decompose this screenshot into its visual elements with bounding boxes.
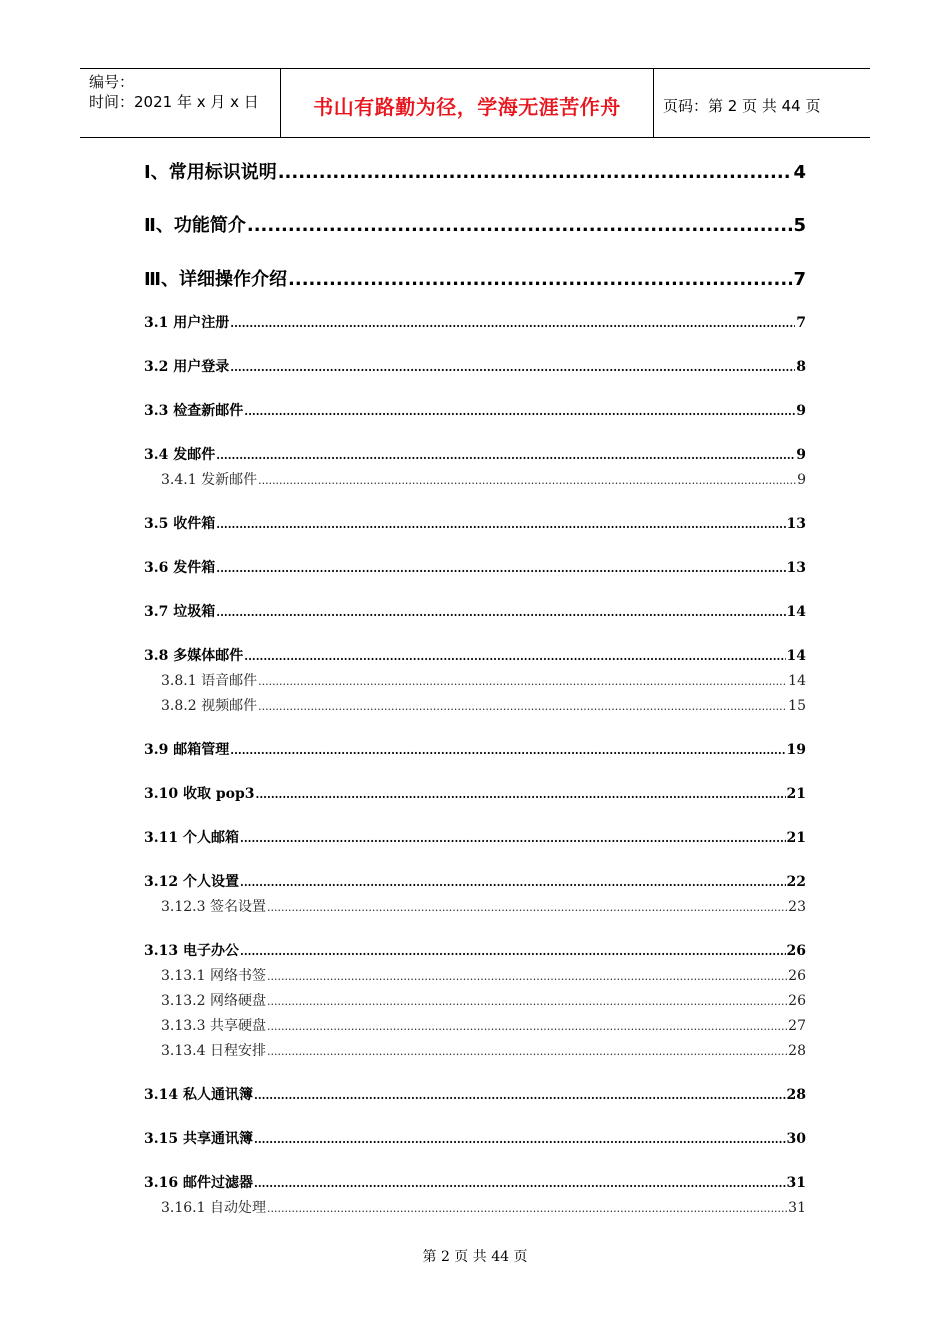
toc-label: 3.8.1 语音邮件 [161, 673, 258, 689]
toc-page: 28 [786, 1087, 806, 1103]
toc-label: 3.5 收件箱 [144, 516, 216, 532]
toc-page: 14 [788, 673, 806, 689]
toc-entry[interactable] [144, 940, 806, 960]
toc-label: Ⅲ、详细操作介绍 [144, 269, 288, 290]
toc-entry[interactable] [144, 513, 806, 533]
toc-label: 3.13.1 网络书签 [161, 968, 266, 984]
toc-label: 3.3 检查新邮件 [144, 403, 244, 419]
toc-entry[interactable] [144, 211, 806, 237]
toc-leader [230, 317, 795, 330]
toc-leader [267, 995, 787, 1008]
toc-entry[interactable] [161, 896, 806, 916]
toc-label: 3.2 用户登录 [144, 359, 230, 375]
toc-leader [254, 1133, 786, 1146]
toc-leader [254, 1089, 786, 1102]
toc-leader [267, 970, 787, 983]
toc-page: 28 [788, 1043, 806, 1059]
toc-label: 3.11 个人邮箱 [144, 830, 239, 846]
toc-leader [278, 162, 793, 183]
toc-leader [254, 1177, 786, 1190]
toc-label: 3.9 邮箱管理 [144, 742, 230, 758]
toc-entry[interactable] [144, 444, 806, 464]
toc-label: 3.13.3 共享硬盘 [161, 1018, 266, 1034]
toc-leader [216, 562, 785, 575]
toc-page: 14 [786, 604, 806, 620]
toc-label: 3.13.2 网络硬盘 [161, 993, 266, 1009]
toc-page: 19 [786, 742, 806, 758]
page-footer: 第 2 页 共 44 页 [422, 1249, 528, 1265]
toc-label: 3.10 收取 pop3 [144, 786, 255, 802]
toc-entry[interactable] [144, 356, 806, 376]
toc-page: 21 [786, 830, 806, 846]
toc-label: 3.7 垃圾箱 [144, 604, 216, 620]
toc-entry[interactable] [144, 557, 806, 577]
time-label: 时间：2021 年 x 月 x 日 [89, 93, 259, 111]
toc-leader [216, 449, 795, 462]
toc-leader [267, 1202, 787, 1215]
toc-entry[interactable] [161, 469, 806, 489]
toc-leader [256, 788, 786, 801]
toc-page: 22 [786, 874, 806, 890]
toc-entry[interactable] [144, 400, 806, 420]
toc-page: 7 [793, 269, 806, 290]
toc-leader [240, 832, 786, 845]
toc-page: 15 [788, 698, 806, 714]
toc-page: 30 [786, 1131, 806, 1147]
toc-entry[interactable] [144, 1084, 806, 1104]
toc-leader [267, 1045, 787, 1058]
toc-leader [230, 744, 785, 757]
toc-page: 4 [793, 162, 806, 183]
toc-entry[interactable] [161, 670, 806, 690]
toc-entry[interactable] [161, 1197, 806, 1217]
toc-page: 23 [788, 899, 806, 915]
toc-label: Ⅰ、常用标识说明 [144, 162, 277, 183]
toc-page: 31 [788, 1200, 806, 1216]
toc-entry[interactable] [144, 645, 806, 665]
header-meta [80, 69, 281, 137]
toc-label: 3.8 多媒体邮件 [144, 648, 244, 664]
toc-leader [240, 876, 786, 889]
toc-leader [288, 269, 792, 290]
header-motto: 书山有路勤为径，学海无涯苦作舟 [281, 69, 654, 137]
toc-entry[interactable] [144, 601, 806, 621]
number-label: 编号： [89, 73, 135, 91]
toc-leader [240, 945, 786, 958]
toc-page: 26 [786, 943, 806, 959]
toc-leader [244, 405, 795, 418]
toc-label: 3.16 邮件过滤器 [144, 1175, 253, 1191]
toc-entry[interactable] [161, 1040, 806, 1060]
toc-label: 3.8.2 视频邮件 [161, 698, 258, 714]
toc-label: 3.12 个人设置 [144, 874, 239, 890]
toc-leader [258, 700, 787, 713]
toc-leader [230, 361, 795, 374]
toc-page: 13 [786, 560, 806, 576]
page-header [80, 68, 870, 138]
toc-label: 3.14 私人通讯簿 [144, 1087, 253, 1103]
toc-entry[interactable] [161, 965, 806, 985]
toc-page: 7 [796, 315, 806, 331]
toc-page: 26 [788, 993, 806, 1009]
toc-entry[interactable] [161, 990, 806, 1010]
toc-entry[interactable] [144, 312, 806, 332]
toc-page: 5 [793, 215, 806, 236]
toc-label: Ⅱ、功能简介 [144, 215, 246, 236]
toc-label: 3.1 用户注册 [144, 315, 230, 331]
toc-label: 3.6 发件箱 [144, 560, 216, 576]
toc-leader [247, 215, 793, 236]
toc-page: 9 [796, 403, 806, 419]
header-page-info: 页码：第 2 页 共 44 页 [663, 96, 821, 115]
toc-label: 3.4 发邮件 [144, 447, 216, 463]
toc-entry[interactable] [144, 871, 806, 891]
toc-leader [258, 675, 787, 688]
toc-leader [267, 1020, 787, 1033]
toc-entry[interactable] [144, 1172, 806, 1192]
toc-entry[interactable] [161, 695, 806, 715]
toc-entry[interactable] [144, 158, 806, 184]
toc-leader [244, 650, 785, 663]
toc-page: 13 [786, 516, 806, 532]
toc-page: 9 [796, 447, 806, 463]
toc-page: 21 [786, 786, 806, 802]
toc-label: 3.4.1 发新邮件 [161, 472, 258, 488]
toc-entry[interactable] [144, 739, 806, 759]
toc-entry[interactable] [144, 783, 806, 803]
toc-page: 9 [797, 472, 806, 488]
toc-label: 3.12.3 签名设置 [161, 899, 266, 915]
toc-label: 3.15 共享通讯簿 [144, 1131, 253, 1147]
toc-entry[interactable] [161, 1015, 806, 1035]
toc-page: 14 [786, 648, 806, 664]
toc-leader [267, 901, 787, 914]
toc-leader [216, 518, 785, 531]
toc-entry[interactable] [144, 827, 806, 847]
toc-label: 3.13 电子办公 [144, 943, 239, 959]
toc-leader [258, 474, 796, 487]
toc-label: 3.16.1 自动处理 [161, 1200, 266, 1216]
toc-page: 31 [786, 1175, 806, 1191]
toc-leader [216, 606, 785, 619]
toc-entry[interactable] [144, 1128, 806, 1148]
toc-label: 3.13.4 日程安排 [161, 1043, 266, 1059]
toc-page: 8 [796, 359, 806, 375]
toc-page: 26 [788, 968, 806, 984]
toc-page: 27 [788, 1018, 806, 1034]
toc-entry[interactable] [144, 265, 806, 291]
